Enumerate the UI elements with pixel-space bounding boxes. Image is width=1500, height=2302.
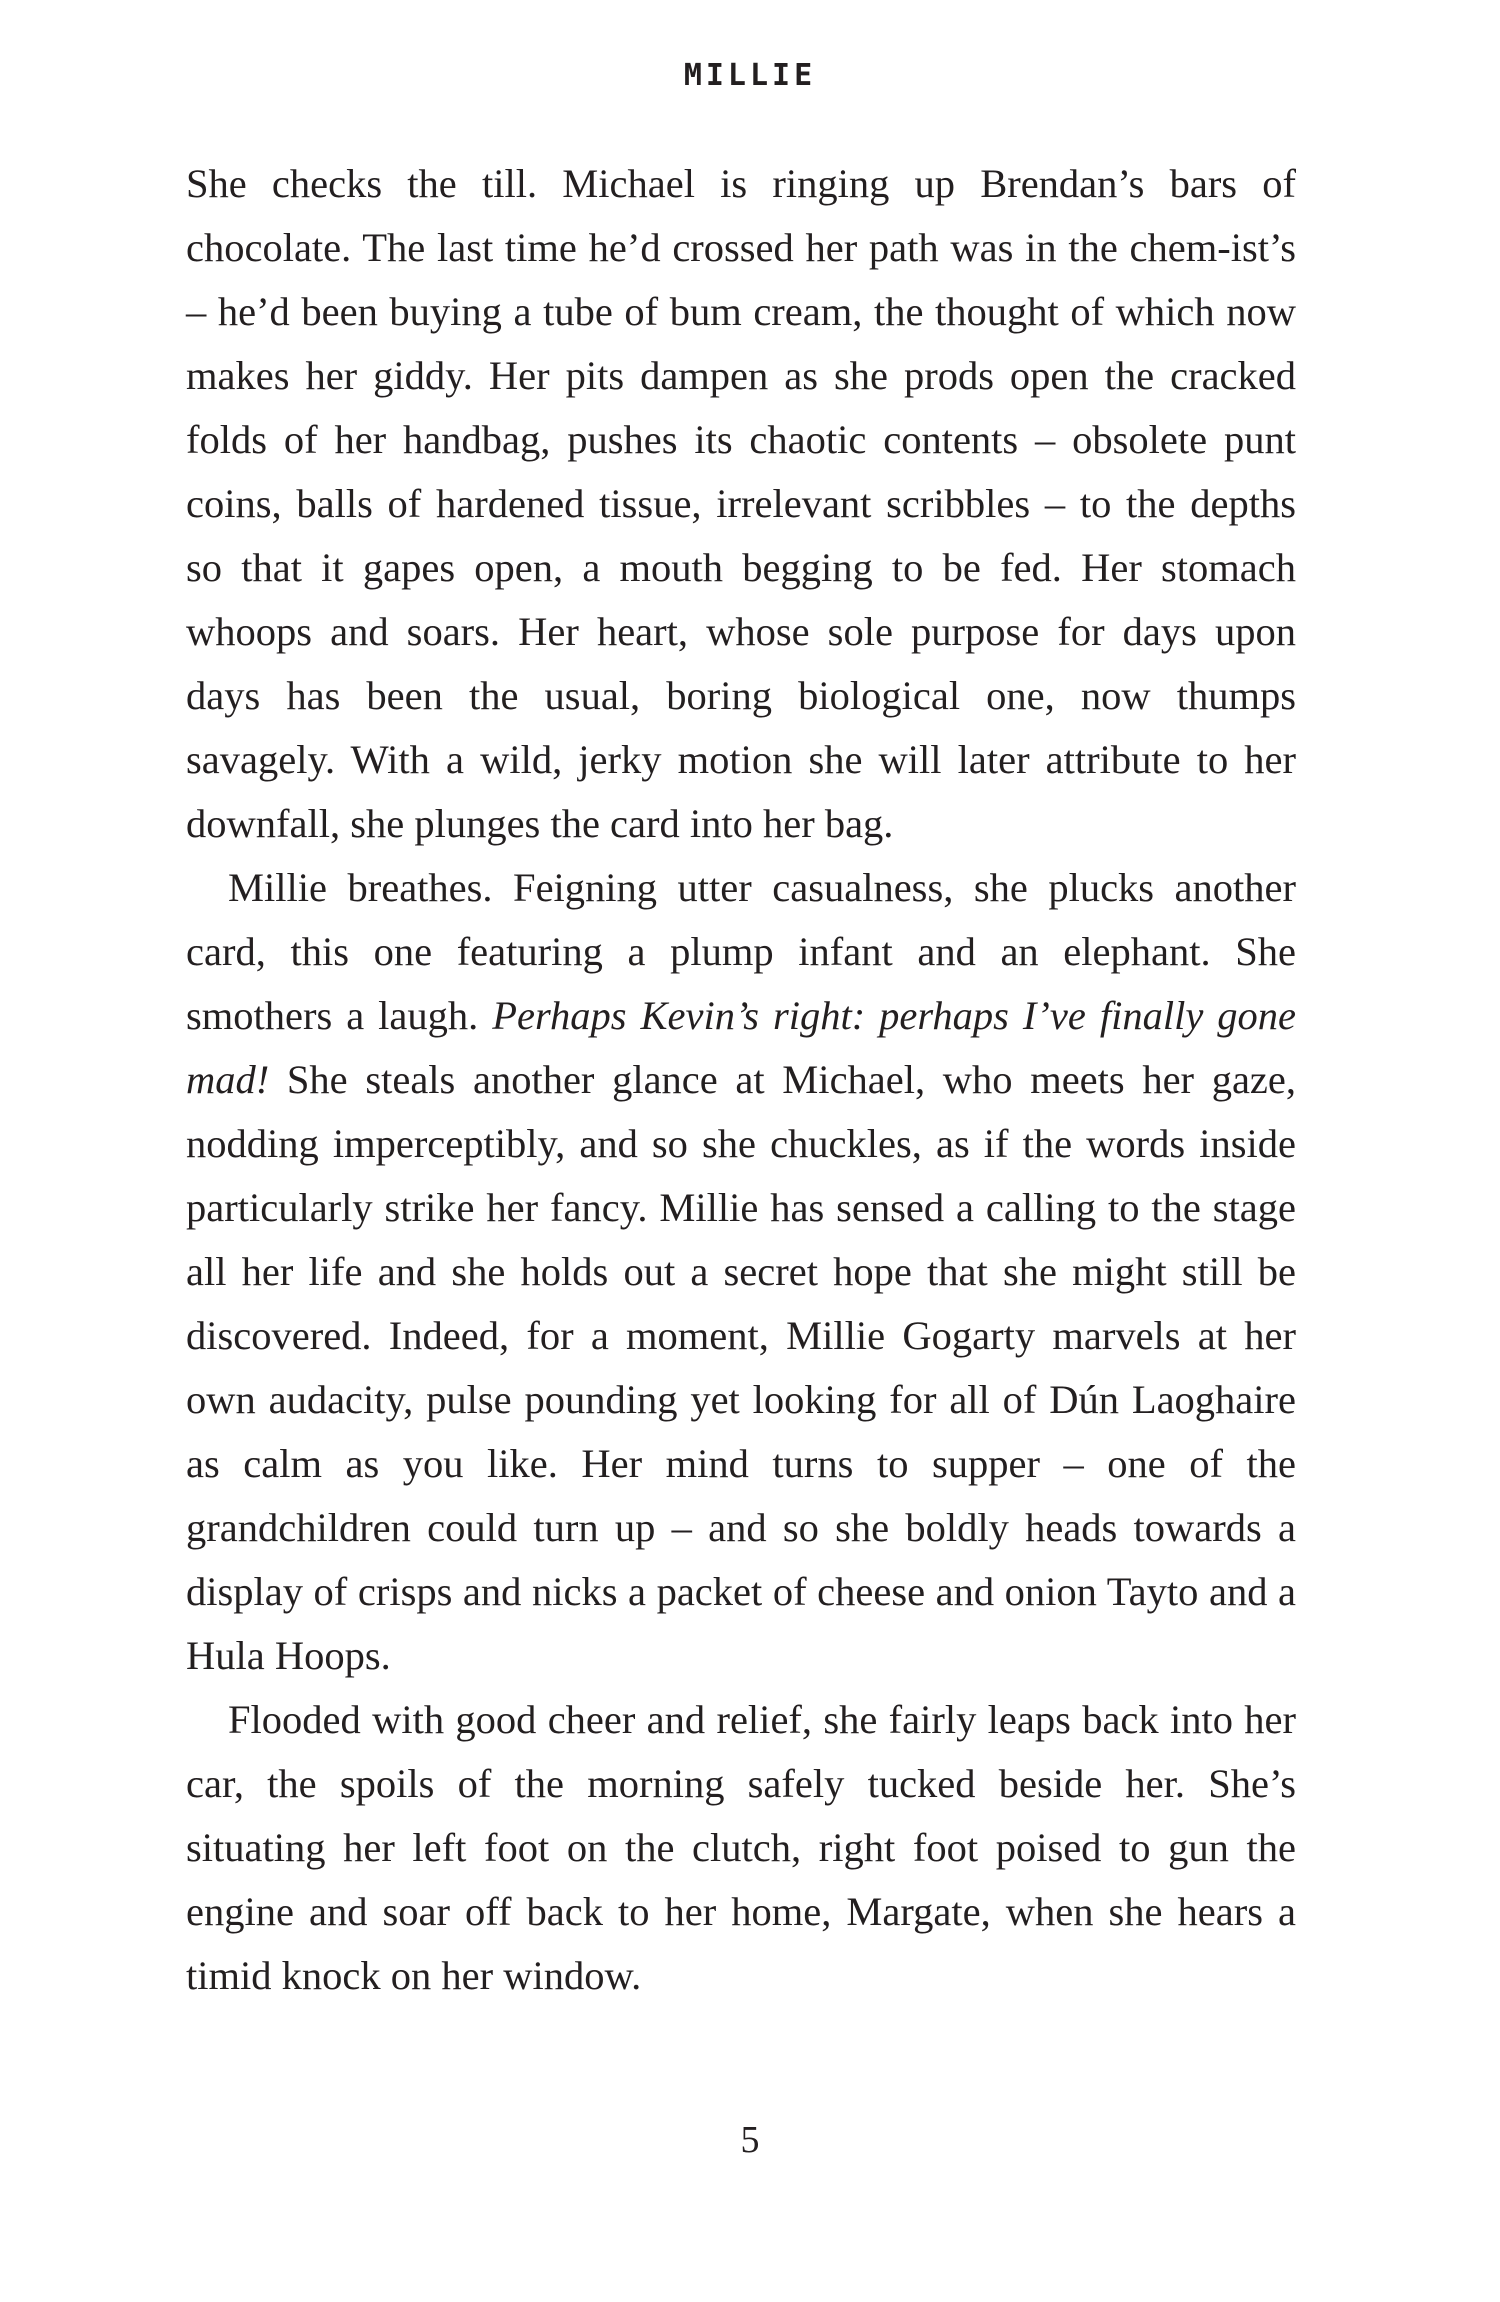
paragraph-2-italic-thought: Perhaps Kevin’s right: perhaps I’ve finally gone mad!	[186, 993, 1296, 1102]
paragraph-2	[186, 856, 1296, 1688]
body-text	[186, 152, 1296, 2008]
paragraph-2-text-end: She steals another glance at Michael, who meets her gaze, nodding imperceptibly, and so she chuckles, as if the words inside particularly strike her fancy. Millie has sensed a calling to the stage all her life and she holds out a secret hope that she might still be discovered. Indeed, for a moment, Millie Gogarty marvels at her own audacity, pulse pounding yet looking for all of Dún Laoghaire as calm as you like. Her mind turns to supper – one of the grandchildren could turn up – and so she boldly heads towards a display of crisps and nicks a packet of cheese and onion Tayto and a Hula Hoops.	[186, 1057, 1296, 1678]
paragraph-3: Flooded with good cheer and relief, she fairly leaps back into her car, the spoils of the morning safely tucked beside her. She’s situating her left foot on the clutch, right foot poised to gun the engine and soar off back to her home, Margate, when she hears a timid knock on her window.	[186, 1697, 1296, 1998]
running-head: MILLIE	[683, 58, 817, 93]
paragraph-2-text-start: Millie breathes. Feigning utter casualness, she plucks another card, this one featuring a plump infant and an elephant. She smothers a laugh.	[186, 865, 1296, 1038]
page-number: 5	[740, 2119, 760, 2161]
paragraph-1: She checks the till. Michael is ringing up Brendan’s bars of chocolate. The last time he’d crossed her path was in the chem-ist’s – he’d been buying a tube of bum cream, the thought of which now makes her giddy. Her pits dampen as she prods open the cracked folds of her handbag, pushes its chaotic contents – obsolete punt coins, balls of hardened tissue, irrelevant scribbles – to the depths so that it gapes open, a mouth begging to be fed. Her stomach whoops and soars. Her heart, whose sole purpose for days upon days has been the usual, boring biological one, now thumps savagely. With a wild, jerky motion she will later attribute to her downfall, she plunges the card into her bag.	[186, 161, 1296, 846]
